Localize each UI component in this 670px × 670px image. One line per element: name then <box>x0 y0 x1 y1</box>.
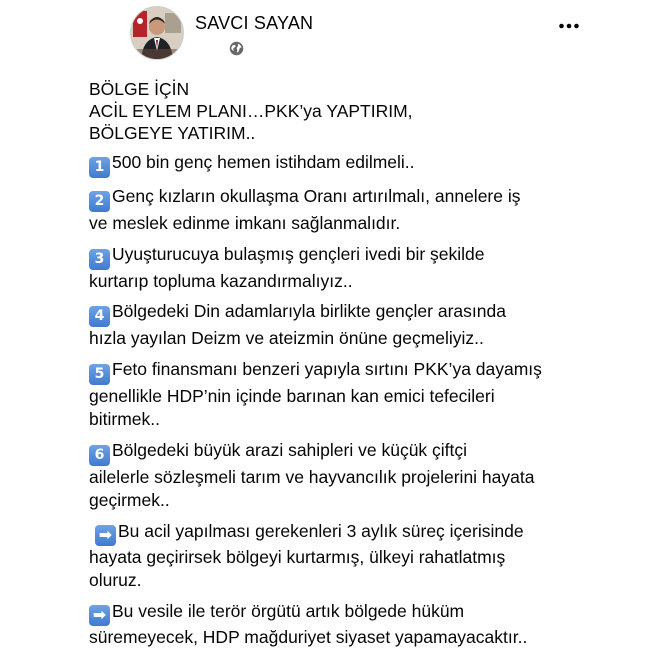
item-text: bitirmek.. <box>89 409 160 429</box>
item-text: Bu acil yapılması gerekenleri 3 aylık süreç içerisinde <box>118 520 524 541</box>
post-body <box>89 78 649 649</box>
right-arrow-icon: ➡ <box>95 525 116 546</box>
heading-line: BÖLGE İÇİN <box>89 79 190 99</box>
keycap-number-icon: 5 <box>89 364 110 385</box>
keycap-number-icon: 6 <box>89 445 110 466</box>
list-item <box>89 151 649 178</box>
item-text: ve meslek edinme imkanı sağlanmalıdır. <box>89 213 401 233</box>
item-text: Genç kızların okullaşma Oranı artırılmalı, annelere iş <box>112 186 521 206</box>
keycap-number-icon: 2 <box>89 191 110 212</box>
list-item <box>89 300 649 351</box>
item-text: Uyuşturucuya bulaşmış gençleri ivedi bir şekilde <box>112 243 485 264</box>
item-text: Bu vesile ile terör örgütü artık bölgede hüküm <box>112 600 465 621</box>
avatar-photo-icon <box>131 7 183 59</box>
list-item <box>89 243 649 294</box>
right-arrow-icon: ➡ <box>89 605 110 626</box>
list-item <box>89 600 649 650</box>
post-header <box>0 0 670 70</box>
item-text: süremeyecek, HDP mağduriyet siyaset yapamayacaktır.. <box>89 626 528 647</box>
globe-icon <box>229 41 244 56</box>
list-item <box>89 439 649 513</box>
item-text: Bölgedeki büyük arazi sahipleri ve küçük çiftçi <box>112 439 468 460</box>
item-text: hayata geçirirsek bölgeyi kurtarmış, ülkeyi rahatlatmış <box>89 546 506 567</box>
item-text: Feto finansmanı benzeri yapıyla sırtını PKK’ya dayamış <box>112 358 542 379</box>
list-item <box>89 358 649 432</box>
keycap-number-icon: 3 <box>89 249 110 270</box>
item-text: Bölgedeki Din adamlarıyla birlikte gençler arasında <box>112 301 506 321</box>
heading-line: BÖLGEYE YATIRIM.. <box>89 123 256 143</box>
item-text: genellikle HDP’nin içinde barınan kan emici tefecileri <box>89 385 495 406</box>
item-text: 500 bin genç hemen istihdam edilmeli.. <box>112 152 415 172</box>
list-item <box>89 520 649 593</box>
post-heading <box>89 78 649 144</box>
item-text: ailelerle sözleşmeli tarım ve hayvancılık projelerini hayata <box>89 466 535 487</box>
item-text: kurtarıp topluma kazandırmalıyız.. <box>89 270 353 291</box>
keycap-number-icon: 4 <box>89 306 110 327</box>
item-text: geçirmek.. <box>89 490 170 510</box>
item-text: oluruz. <box>89 570 142 590</box>
more-horizontal-icon[interactable] <box>558 19 580 33</box>
keycap-number-icon: 1 <box>89 157 110 178</box>
item-text: hızla yayılan Deizm ve ateizmin önüne geçmeliyiz.. <box>89 328 484 348</box>
profile-avatar[interactable] <box>130 6 184 60</box>
list-item <box>89 185 649 236</box>
heading-line: ACİL EYLEM PLANI…PKK’ya YAPTIRIM, <box>89 101 413 121</box>
author-name[interactable]: SAVCI SAYAN <box>195 13 314 33</box>
